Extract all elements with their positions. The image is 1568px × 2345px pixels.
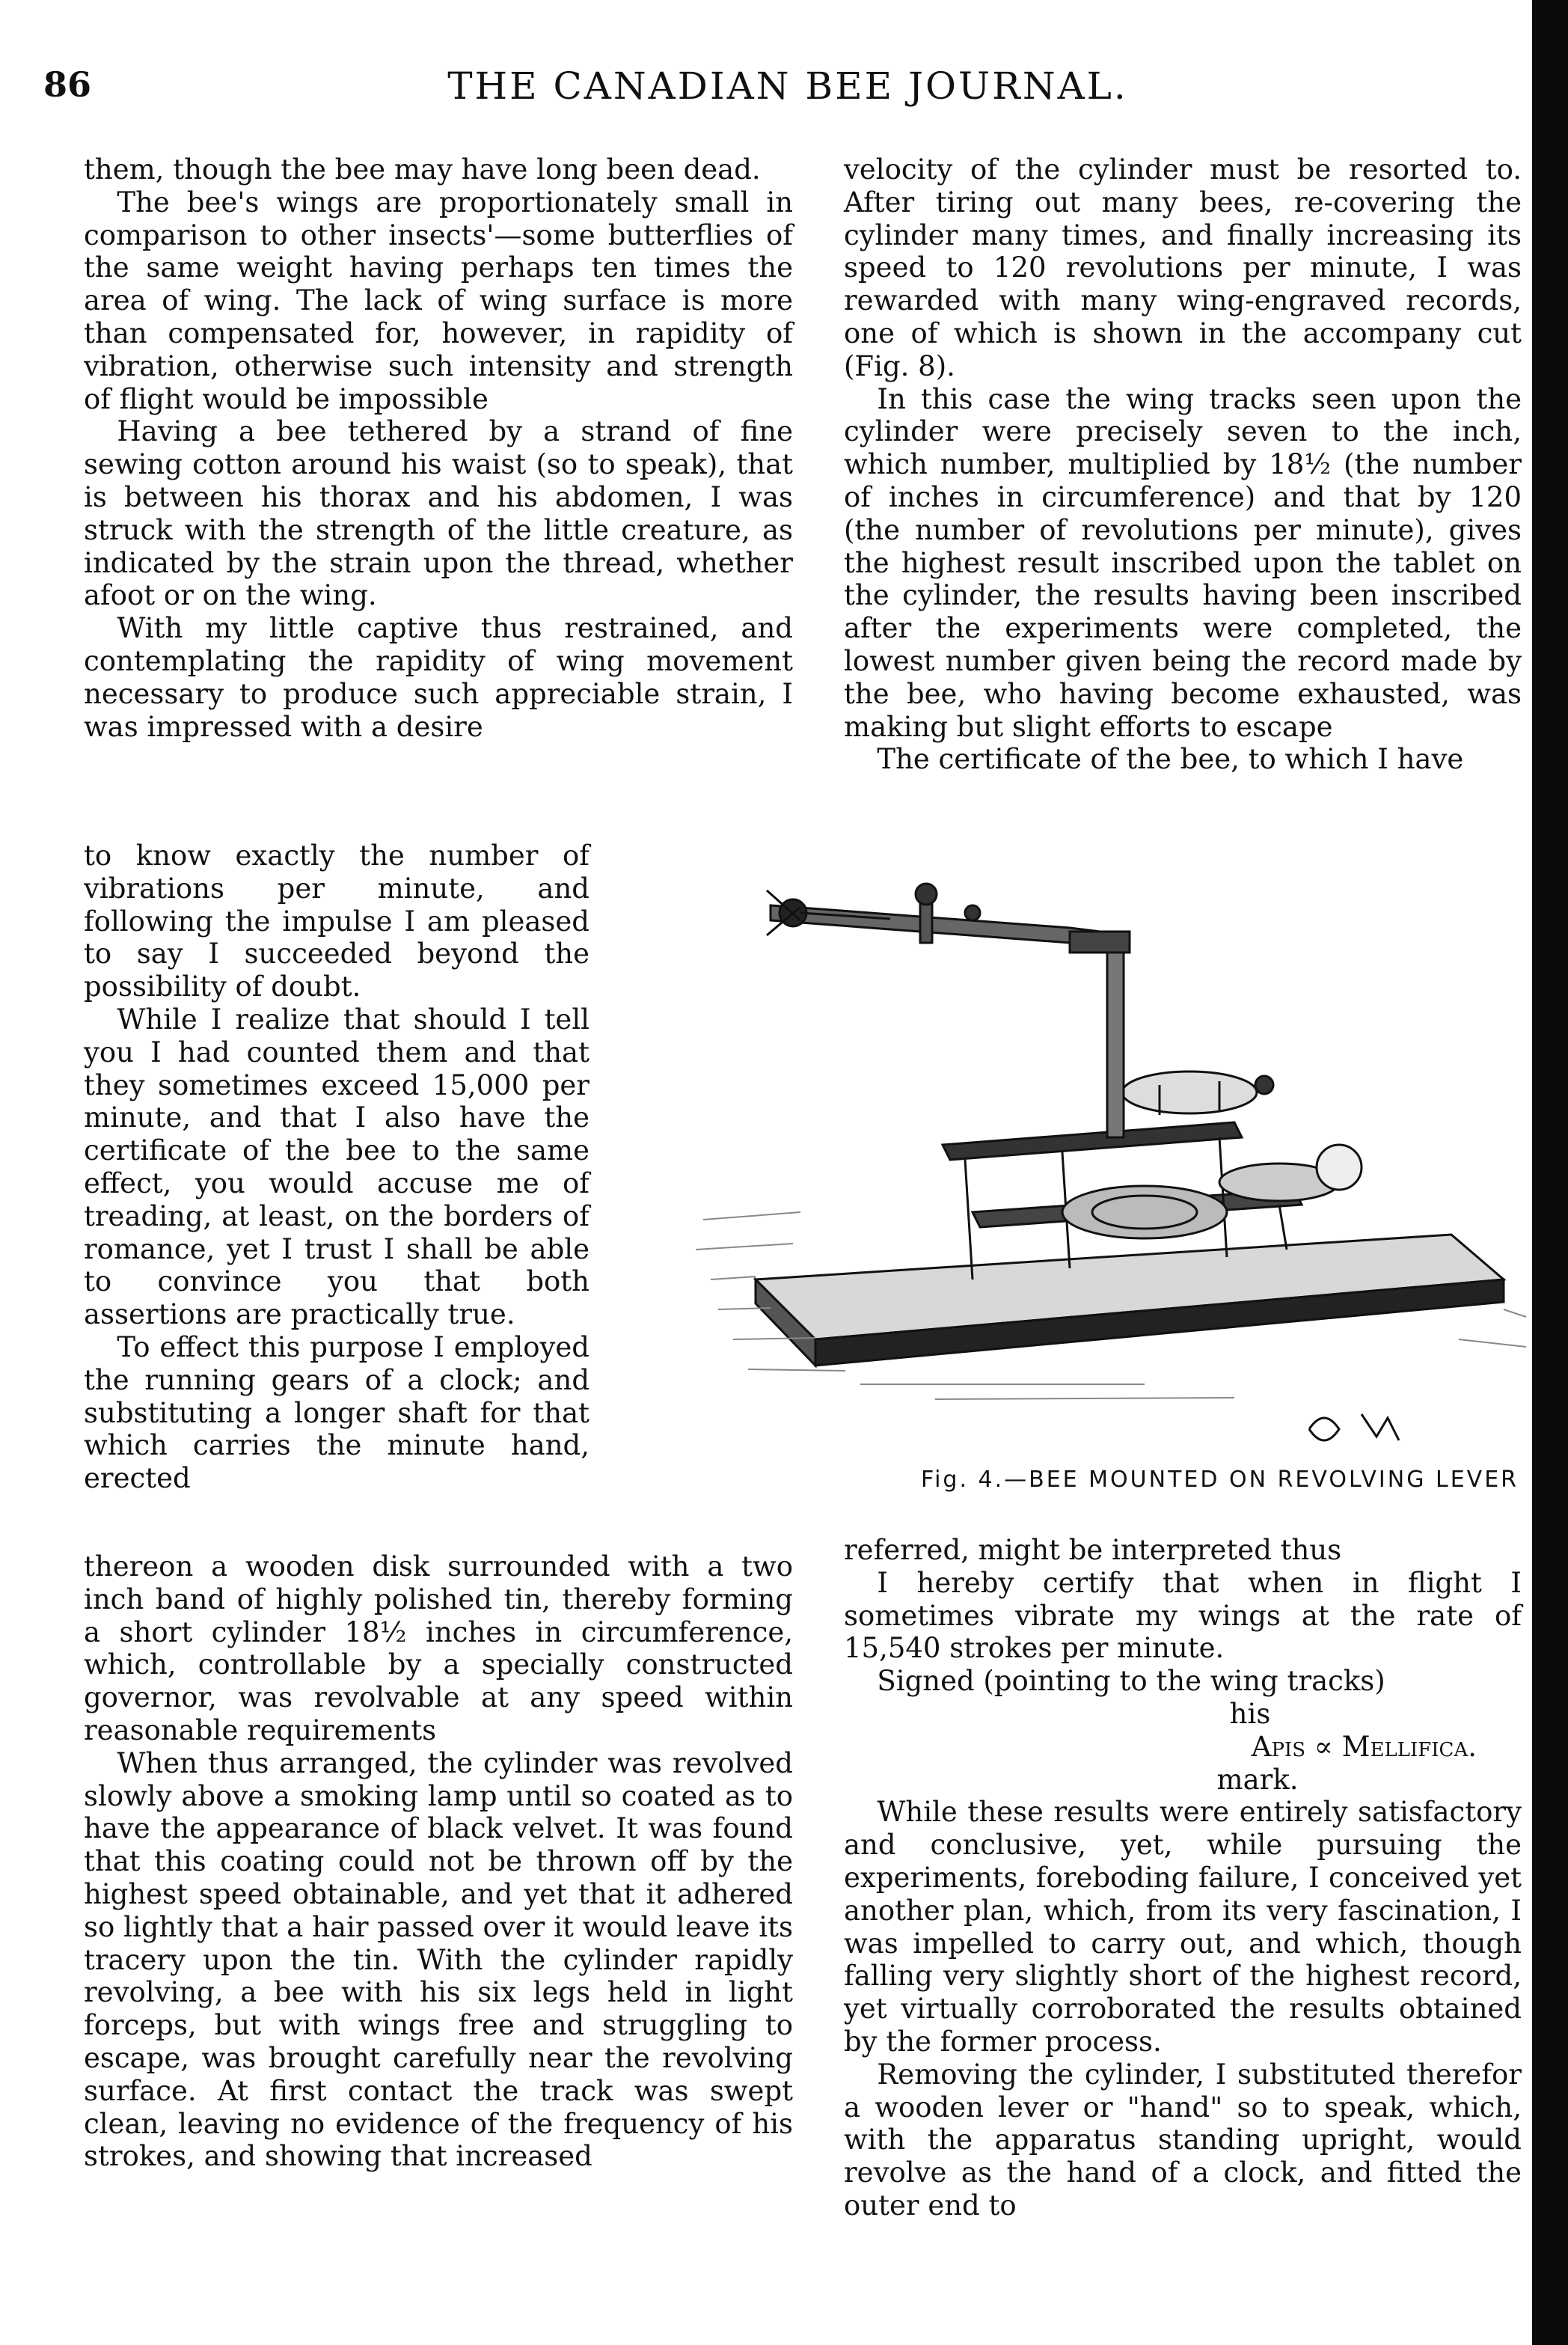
paragraph: When thus arranged, the cylinder was revolved slowly above a smoking lamp until so coated as to have the appearance of black velvet. It was found that this coating could not be thrown off by the highest speed obtainable, and yet that it adhered so lightly that a hair passed over it would leave its tracery upon the tin. With the cylinder rapidly revolving, a bee with his six legs held in light forceps, but with wings free and struggling to escape, was brought carefully near the revolving surface. At first contact the track was swept clean, leaving no evidence of the frequency of his strokes, and showing that increased [84, 1746, 793, 2173]
signature-name: Apis ∝ Mellifica. [1251, 1730, 1477, 1763]
figure-bee-apparatus [621, 860, 1534, 1459]
paragraph: them, though the bee may have long been dead. [84, 153, 761, 186]
paragraph: With my little captive thus restrained, and contemplating the rapidity of wing movement necessary to produce such appreciable strain, I was impressed with a desire [84, 612, 793, 743]
left-column-beside-figure [84, 840, 589, 1495]
paragraph: The bee's wings are proportionately small in comparison to other insects'—some butterflies of the same weight having perhaps ten times the area of wing. The lack of wing surface is more than compensated for, however, in rapidity of vibration, otherwise such intensity and strength of flight would be impossible [84, 186, 793, 415]
paragraph: In this case the wing tracks seen upon the cylinder were precisely seven to the inch, which number, multiplied by 18½ (the number of inches in circumference) and that by 120 (the number of revolutions per minute), gives the highest result inscribed upon the tablet on the cylinder, the results having been inscribed after the experiments were completed, the lowest number given being the record made by the bee, who having become exhausted, was making but slight efforts to escape [844, 382, 1522, 743]
paragraph: While I realize that should I tell you I had counted them and that they sometimes exceed 15,000 per minute, and that I also have the certificate of the bee to the same effect, you would accuse me of treading, at least, on the borders of romance, yet I trust I shall be able to convince you that both assertions are practically true. [84, 1003, 589, 1331]
page-header [43, 64, 1532, 117]
paragraph: Removing the cylinder, I substituted therefor a wooden lever or "hand" so to speak, which, with the apparatus standing upright, would revolve as the hand of a clock, and fitted the outer end to [844, 2058, 1522, 2222]
paragraph: The certificate of the bee, to which I have [877, 743, 1464, 776]
figure-caption: Fig. 4.—BEE MOUNTED ON REVOLVING LEVER [921, 1467, 1519, 1493]
paragraph: referred, might be interpreted thus [844, 1534, 1342, 1566]
paragraph: velocity of the cylinder must be resorted to. After tiring out many bees, re-covering the cylinder many times, and finally increasing its speed to 120 revolutions per minute, I was rewarded with many wing-engraved records, one of which is shown in the accompany cut (Fig. 8). [844, 153, 1522, 382]
paragraph: While these results were entirely satisfactory and conclusive, yet, while pursuing the experiments, foreboding failure, I conceived yet another plan, which, from its very fascination, I was impelled to carry out, and which, though falling very slightly short of the highest record, yet virtually corroborated the results obtained by the former process. [844, 1796, 1522, 2058]
right-column-top [844, 153, 1522, 776]
page-number: 86 [43, 64, 92, 105]
signature-mark: mark. [1216, 1763, 1299, 1796]
page-edge-shadow [1532, 0, 1568, 2345]
paragraph: To effect this purpose I employed the running gears of a clock; and substituting a longer shaft for that which carries the minute hand, erected [84, 1330, 589, 1495]
signature-his: his [1229, 1697, 1271, 1730]
certificate-signed: Signed (pointing to the wing tracks) [877, 1665, 1385, 1698]
right-column-bottom [844, 1534, 1522, 2222]
certificate-text: I hereby certify that when in flight I sometimes vibrate my wings at the rate of 15,540 strokes per minute. [844, 1566, 1522, 1665]
left-column-bottom [84, 1550, 793, 2173]
paragraph: Having a bee tethered by a strand of fine sewing cotton around his waist (so to speak), that is between his thorax and his abdomen, I was struck with the strength of the little creature, as indicated by the strain upon the thread, whether afoot or on the wing. [84, 415, 793, 612]
apparatus-illustration [621, 860, 1534, 1459]
paragraph: to know exactly the number of vibrations per minute, and following the impulse I am pleased to say I succeeded beyond the possibility of doubt. [84, 840, 589, 1003]
paragraph: thereon a wooden disk surrounded with a two inch band of highly polished tin, thereby forming a short cylinder 18½ inches in circumference, which, controllable by a specially constructed governor, was revolvable at any speed within reasonable requirements [84, 1550, 793, 1746]
left-column-top [84, 153, 793, 743]
journal-title: THE CANADIAN BEE JOURNAL. [447, 64, 1128, 108]
bee-certificate [844, 1567, 1522, 1797]
